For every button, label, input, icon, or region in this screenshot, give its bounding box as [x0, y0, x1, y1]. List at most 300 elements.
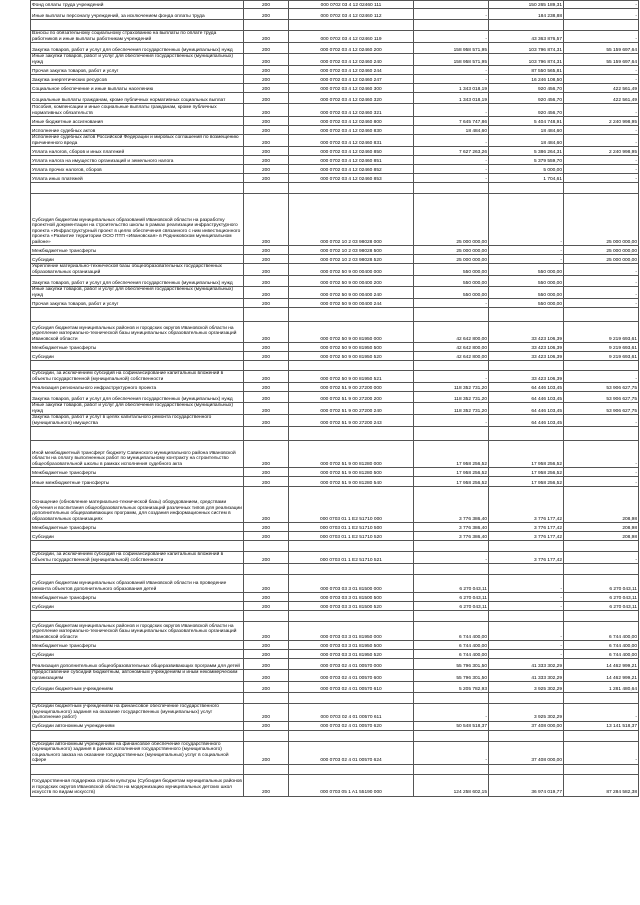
row-executed-cell: 33 423 106,39 [489, 371, 564, 383]
row-code-cell: 200 [244, 165, 289, 174]
row-classification-cell: 000 0702 51 9 00 81280 000 [289, 441, 414, 468]
row-code-cell: 200 [244, 468, 289, 477]
row-code-cell [244, 427, 289, 441]
row-classification-cell: 000 0702 03 4 12 02460 244 [289, 66, 414, 75]
row-name-cell: Уплата прочих налогов, сборов [31, 165, 244, 174]
table-row [31, 403, 639, 415]
row-name-cell: Иные бюджетные ассигнования [31, 117, 244, 126]
row-name-cell: Пособия, компенсации и иные социальные выплаты гражданам, кроме публичных нормативных обязательств [31, 104, 244, 117]
table-row [31, 343, 639, 352]
row-classification-cell: 000 0702 10 2 03 98028 500 [289, 246, 414, 255]
row-remainder-cell: - [564, 299, 639, 308]
table-row [31, 165, 639, 174]
row-remainder-cell [564, 564, 639, 575]
row-classification-cell: 000 0703 03 3 01 81950 000 [289, 622, 414, 641]
row-remainder-cell: - [564, 126, 639, 135]
row-executed-cell: 3 776 177,42 [489, 552, 564, 564]
row-executed-cell: 36 974 019,77 [489, 774, 564, 796]
row-code-cell: 200 [244, 670, 289, 682]
row-name-cell [31, 20, 244, 31]
table-row [31, 126, 639, 135]
row-remainder-cell: 6 270 043,11 [564, 602, 639, 611]
row-remainder-cell: - [564, 174, 639, 183]
table-row [31, 552, 639, 564]
row-code-cell: 200 [244, 117, 289, 126]
row-plan-cell: 55 796 301,50 [414, 670, 489, 682]
table-row [31, 135, 639, 147]
row-classification-cell: 000 0702 03 4 12 02460 800 [289, 117, 414, 126]
row-code-cell: 200 [244, 477, 289, 487]
row-executed-cell: 64 446 103,45 [489, 403, 564, 415]
row-remainder-cell: - [564, 66, 639, 75]
table-row [31, 611, 639, 622]
row-name-cell [31, 564, 244, 575]
row-remainder-cell: - [564, 156, 639, 165]
row-code-cell: 200 [244, 66, 289, 75]
table-row [31, 1, 639, 9]
table-row [31, 682, 639, 693]
row-name-cell: Государственная поддержка отрасли культуры (Субсидия бюджетам муниципальных районов и городских округов Ивановской области на модернизацию муниципальных детских школ искусств по видам искусств) [31, 774, 244, 796]
row-code-cell: 200 [244, 602, 289, 611]
row-classification-cell: 000 0703 01 1 E2 51710 520 [289, 532, 414, 541]
row-executed-cell: 17 958 256,52 [489, 441, 564, 468]
row-remainder-cell [564, 764, 639, 774]
row-executed-cell: 5 404 748,91 [489, 117, 564, 126]
row-name-cell: Реализация дополнительных общеобразовательных общеразвивающих программ для детей [31, 659, 244, 670]
row-plan-cell [414, 1, 489, 9]
table-row [31, 730, 639, 741]
row-code-cell: 200 [244, 552, 289, 564]
row-remainder-cell: - [564, 468, 639, 477]
row-code-cell: 200 [244, 774, 289, 796]
table-row [31, 84, 639, 93]
row-classification-cell: 000 0703 05 1 A1 55190 000 [289, 774, 414, 796]
row-classification-cell: 000 0703 01 1 E2 51710 000 [289, 487, 414, 523]
row-remainder-cell [564, 20, 639, 31]
row-executed-cell: 920 456,70 [489, 104, 564, 117]
table-row [31, 104, 639, 117]
row-classification-cell: 000 0702 51 9 00 27200 000 [289, 383, 414, 392]
row-executed-cell: - [489, 650, 564, 659]
row-code-cell: 200 [244, 441, 289, 468]
row-code-cell [244, 564, 289, 575]
row-plan-cell [414, 611, 489, 622]
row-remainder-cell: 55 159 697,64 [564, 54, 639, 66]
row-plan-cell [414, 183, 489, 194]
row-remainder-cell: - [564, 477, 639, 487]
row-classification-cell: 000 0702 50 9 00 81950 520 [289, 352, 414, 361]
row-plan-cell: 7 645 747,86 [414, 117, 489, 126]
row-remainder-cell: 422 561,49 [564, 84, 639, 93]
row-plan-cell: - [414, 135, 489, 147]
row-plan-cell [414, 730, 489, 741]
row-classification-cell: 000 0703 03 3 01 81500 000 [289, 575, 414, 593]
row-executed-cell [489, 564, 564, 575]
row-name-cell [31, 764, 244, 774]
row-executed-cell: - [489, 622, 564, 641]
table-row [31, 117, 639, 126]
row-plan-cell: 50 548 518,37 [414, 721, 489, 730]
row-remainder-cell: 53 906 627,75 [564, 392, 639, 403]
row-executed-cell: 37 408 000,00 [489, 741, 564, 764]
row-plan-cell [414, 308, 489, 322]
row-remainder-cell: 14 462 999,21 [564, 670, 639, 682]
row-plan-cell: - [414, 104, 489, 117]
row-code-cell [244, 20, 289, 31]
row-plan-cell [414, 541, 489, 552]
table-row [31, 20, 639, 31]
row-remainder-cell: 422 561,49 [564, 93, 639, 104]
row-executed-cell: 41 333 302,29 [489, 670, 564, 682]
table-body [31, 1, 639, 797]
table-row [31, 415, 639, 427]
row-remainder-cell: 53 906 627,75 [564, 403, 639, 415]
row-classification-cell: 000 0702 03 4 12 02460 111 [289, 1, 414, 9]
row-name-cell: Взносы по обязательному социальному страхованию на выплаты по оплате труда работников и иные выплаты работникам учреждений [31, 31, 244, 43]
row-plan-cell: 5 205 782,93 [414, 682, 489, 693]
row-plan-cell: 1 343 018,19 [414, 93, 489, 104]
budget-execution-table [30, 0, 639, 797]
row-code-cell: 200 [244, 54, 289, 66]
row-code-cell: 200 [244, 721, 289, 730]
table-row [31, 9, 639, 20]
row-code-cell [244, 730, 289, 741]
row-remainder-cell: - [564, 276, 639, 287]
row-name-cell: Оснащение (обновление материально-технической базы) оборудованием, средствами обучения и воспитания общеобразовательных организаций различных типов для реализации дополнительных общеразвивающих программ, для создания информационных систем в образовательных организациях [31, 487, 244, 523]
row-executed-cell: - [489, 593, 564, 602]
row-code-cell: 200 [244, 135, 289, 147]
row-plan-cell: - [414, 174, 489, 183]
row-classification-cell: 000 0702 03 4 12 02460 300 [289, 84, 414, 93]
row-plan-cell: 6 270 043,11 [414, 593, 489, 602]
row-executed-cell: 37 408 000,00 [489, 721, 564, 730]
row-code-cell: 200 [244, 371, 289, 383]
row-executed-cell: 43 363 876,57 [489, 31, 564, 43]
row-remainder-cell: - [564, 371, 639, 383]
row-plan-cell: 118 352 731,20 [414, 383, 489, 392]
row-plan-cell: - [414, 156, 489, 165]
table-row [31, 383, 639, 392]
row-plan-cell: 25 000 000,00 [414, 194, 489, 246]
row-name-cell: Межбюджетные трансферты [31, 641, 244, 650]
row-remainder-cell: - [564, 135, 639, 147]
row-classification-cell: 000 0702 50 9 00 81950 500 [289, 343, 414, 352]
row-plan-cell: 42 642 800,00 [414, 352, 489, 361]
table-row [31, 764, 639, 774]
table-row [31, 670, 639, 682]
row-code-cell: 200 [244, 704, 289, 722]
table-row [31, 194, 639, 246]
row-classification-cell [289, 361, 414, 371]
row-classification-cell: 000 0703 03 3 01 81950 500 [289, 641, 414, 650]
row-plan-cell: 17 958 256,52 [414, 477, 489, 487]
row-plan-cell: 1 343 018,19 [414, 84, 489, 93]
row-name-cell: Субсидии [31, 650, 244, 659]
row-classification-cell: 000 0702 50 9 00 81950 521 [289, 371, 414, 383]
row-classification-cell: 000 0702 03 4 12 02460 830 [289, 126, 414, 135]
table-row [31, 255, 639, 264]
row-classification-cell: 000 0703 02 4 01 00570 000 [289, 659, 414, 670]
row-remainder-cell: 6 744 400,00 [564, 641, 639, 650]
row-code-cell: 200 [244, 1, 289, 9]
row-plan-cell: 6 744 400,00 [414, 641, 489, 650]
row-code-cell: 200 [244, 174, 289, 183]
row-plan-cell: 25 000 000,00 [414, 246, 489, 255]
table-row [31, 593, 639, 602]
row-plan-cell: - [414, 371, 489, 383]
row-remainder-cell: - [564, 264, 639, 276]
row-plan-cell: 17 958 256,52 [414, 468, 489, 477]
row-executed-cell: 550 000,00 [489, 299, 564, 308]
table-row [31, 532, 639, 541]
row-code-cell: 200 [244, 403, 289, 415]
row-name-cell [31, 361, 244, 371]
row-executed-cell: 33 423 106,39 [489, 352, 564, 361]
row-executed-cell: 5 386 264,31 [489, 147, 564, 156]
table-row [31, 650, 639, 659]
row-classification-cell: 000 0702 03 4 12 02460 240 [289, 54, 414, 66]
row-name-cell: Закупка товаров, работ и услуг в целях капитального ремонта государственного (муниципального) имущества [31, 415, 244, 427]
row-plan-cell [414, 20, 489, 31]
row-classification-cell: 000 0702 10 2 03 98028 520 [289, 255, 414, 264]
row-name-cell: Субсидии, за исключением субсидий на софинансирование капитальных вложений в объекты государственной (муниципальной) собственности [31, 371, 244, 383]
row-remainder-cell [564, 183, 639, 194]
table-row [31, 361, 639, 371]
table-row [31, 264, 639, 276]
row-name-cell: Закупка товаров, работ и услуг для обеспечения государственных (муниципальных) нужд [31, 276, 244, 287]
row-remainder-cell: 14 462 999,21 [564, 659, 639, 670]
table-row [31, 54, 639, 66]
row-executed-cell: 16 246 108,50 [489, 75, 564, 84]
row-remainder-cell: - [564, 441, 639, 468]
row-plan-cell: 3 776 386,40 [414, 523, 489, 532]
row-remainder-cell: - [564, 704, 639, 722]
row-remainder-cell: - [564, 415, 639, 427]
table-row [31, 523, 639, 532]
table-row [31, 371, 639, 383]
row-code-cell: 200 [244, 264, 289, 276]
table-row [31, 246, 639, 255]
table-row [31, 287, 639, 299]
row-code-cell: 200 [244, 255, 289, 264]
row-classification-cell: 000 0702 50 9 00 00400 244 [289, 299, 414, 308]
row-name-cell [31, 308, 244, 322]
row-classification-cell: 000 0702 10 2 03 98028 000 [289, 194, 414, 246]
row-plan-cell: 42 642 800,00 [414, 343, 489, 352]
row-plan-cell: - [414, 31, 489, 43]
row-remainder-cell: - [564, 104, 639, 117]
row-code-cell: 200 [244, 383, 289, 392]
row-executed-cell: 920 456,70 [489, 93, 564, 104]
row-name-cell: Укрепление материально-технической базы общеобразовательных государственных образовательных организаций [31, 264, 244, 276]
row-classification-cell: 000 0702 03 4 12 02460 831 [289, 135, 414, 147]
table-row [31, 774, 639, 796]
table-row [31, 477, 639, 487]
table-row [31, 183, 639, 194]
row-remainder-cell [564, 361, 639, 371]
row-plan-cell: 118 352 731,20 [414, 392, 489, 403]
row-remainder-cell [564, 730, 639, 741]
row-plan-cell: - [414, 552, 489, 564]
row-remainder-cell: - [564, 31, 639, 43]
row-classification-cell: 000 0702 51 9 00 27200 240 [289, 403, 414, 415]
table-row [31, 659, 639, 670]
row-executed-cell: 17 958 256,52 [489, 468, 564, 477]
row-classification-cell [289, 308, 414, 322]
row-executed-cell: 64 446 103,45 [489, 392, 564, 403]
row-classification-cell: 000 0703 02 4 01 00570 611 [289, 704, 414, 722]
row-name-cell: Субсидии [31, 352, 244, 361]
table-row [31, 575, 639, 593]
row-name-cell: Субсидия бюджетам муниципальных образований Ивановской области на проведение ремонта объектов дополнительного образования детей [31, 575, 244, 593]
row-code-cell [244, 541, 289, 552]
row-code-cell: 200 [244, 352, 289, 361]
row-name-cell [31, 541, 244, 552]
row-remainder-cell: 55 159 697,64 [564, 43, 639, 54]
row-remainder-cell: 2 240 998,95 [564, 117, 639, 126]
row-executed-cell: 64 446 103,45 [489, 415, 564, 427]
table-row [31, 299, 639, 308]
table-row [31, 352, 639, 361]
row-executed-cell [489, 308, 564, 322]
row-plan-cell [414, 764, 489, 774]
table-row [31, 322, 639, 343]
table-row [31, 487, 639, 523]
row-name-cell: Уплата налога на имущество организаций и земельного налога [31, 156, 244, 165]
row-code-cell: 200 [244, 147, 289, 156]
row-remainder-cell: 25 000 000,00 [564, 255, 639, 264]
row-executed-cell: 3 776 177,42 [489, 487, 564, 523]
table-row [31, 75, 639, 84]
table-row [31, 704, 639, 722]
row-classification-cell: 000 0702 03 4 12 02460 321 [289, 104, 414, 117]
row-remainder-cell: - [564, 741, 639, 764]
row-executed-cell [489, 693, 564, 704]
row-classification-cell: 000 0703 03 3 01 81500 500 [289, 593, 414, 602]
row-code-cell: 200 [244, 641, 289, 650]
row-code-cell: 200 [244, 246, 289, 255]
row-classification-cell: 000 0702 03 4 12 02460 112 [289, 9, 414, 20]
row-name-cell: Субсидия бюджетам муниципальных районов и городских округов Ивановской области на укрепление материально-технической базы муниципальных образовательных организаций Ивановской области [31, 322, 244, 343]
row-remainder-cell: 13 141 518,37 [564, 721, 639, 730]
table-row [31, 276, 639, 287]
row-executed-cell: 87 550 565,81 [489, 66, 564, 75]
row-name-cell: Межбюджетные трансферты [31, 246, 244, 255]
row-classification-cell: 000 0703 02 4 01 00570 624 [289, 741, 414, 764]
row-code-cell: 200 [244, 126, 289, 135]
row-classification-cell: 000 0703 01 1 E2 51710 521 [289, 552, 414, 564]
row-name-cell: Межбюджетные трансферты [31, 593, 244, 602]
row-plan-cell: 18 484,60 [414, 126, 489, 135]
row-executed-cell: 5 000,00 [489, 165, 564, 174]
row-plan-cell [414, 693, 489, 704]
row-executed-cell [489, 20, 564, 31]
row-remainder-cell: - [564, 1, 639, 9]
row-classification-cell [289, 183, 414, 194]
table-row [31, 641, 639, 650]
row-name-cell: Закупка товаров, работ и услуг для обеспечения государственных (муниципальных) нужд [31, 392, 244, 403]
row-remainder-cell: 9 219 693,61 [564, 343, 639, 352]
row-code-cell [244, 308, 289, 322]
row-classification-cell: 000 0702 50 9 00 00400 240 [289, 287, 414, 299]
row-classification-cell: 000 0703 02 4 01 00570 600 [289, 670, 414, 682]
row-executed-cell: 150 265 189,31 [489, 1, 564, 9]
row-classification-cell [289, 564, 414, 575]
row-code-cell: 200 [244, 156, 289, 165]
row-name-cell: Иные закупки товаров, работ и услуг для обеспечения государственных (муниципальных) нужд [31, 403, 244, 415]
row-executed-cell: 3 925 302,29 [489, 682, 564, 693]
row-executed-cell: - [489, 255, 564, 264]
table-row [31, 693, 639, 704]
row-remainder-cell [564, 693, 639, 704]
row-plan-cell: 7 627 263,26 [414, 147, 489, 156]
row-name-cell: Уплата иных платежей [31, 174, 244, 183]
row-plan-cell: 6 744 400,00 [414, 650, 489, 659]
row-code-cell: 200 [244, 523, 289, 532]
row-classification-cell: 000 0703 03 3 01 81950 520 [289, 650, 414, 659]
row-plan-cell: - [414, 415, 489, 427]
row-name-cell: Фонд оплаты труда учреждений [31, 1, 244, 9]
row-code-cell [244, 361, 289, 371]
row-remainder-cell: 6 270 043,11 [564, 593, 639, 602]
row-classification-cell: 000 0702 03 4 12 02460 850 [289, 147, 414, 156]
row-name-cell: Межбюджетные трансферты [31, 343, 244, 352]
row-name-cell [31, 693, 244, 704]
table-row [31, 441, 639, 468]
row-plan-cell: - [414, 66, 489, 75]
row-code-cell [244, 693, 289, 704]
row-name-cell: Субсидия бюджетам муниципальных районов и городских округов Ивановской области на укрепление материально-технической базы муниципальных образовательных организаций Ивановской области [31, 622, 244, 641]
row-code-cell: 200 [244, 322, 289, 343]
row-executed-cell [489, 427, 564, 441]
row-name-cell: Исполнение судебных актов [31, 126, 244, 135]
row-classification-cell: 000 0703 02 4 01 00570 610 [289, 682, 414, 693]
row-executed-cell: 18 484,60 [489, 135, 564, 147]
table-row [31, 564, 639, 575]
row-name-cell [31, 611, 244, 622]
row-name-cell: Субсидии [31, 255, 244, 264]
row-executed-cell: 103 796 874,31 [489, 54, 564, 66]
row-remainder-cell: 6 744 400,00 [564, 622, 639, 641]
row-name-cell: Иные межбюджетные трансферты [31, 477, 244, 487]
row-executed-cell: 103 796 874,31 [489, 43, 564, 54]
row-classification-cell: 000 0702 50 9 00 81950 000 [289, 322, 414, 343]
row-name-cell: Социальные выплаты гражданам, кроме публичных нормативных социальных выплат [31, 93, 244, 104]
row-code-cell: 200 [244, 343, 289, 352]
row-remainder-cell: 208,98 [564, 532, 639, 541]
row-executed-cell: - [489, 602, 564, 611]
row-classification-cell: 000 0703 02 4 01 00570 620 [289, 721, 414, 730]
row-plan-cell: 550 000,00 [414, 276, 489, 287]
row-name-cell: Субсидии бюджетным учреждениям на финансовое обеспечение государственного (муниципального) задания на оказание государственных (муниципальных) услуг (выполнение работ) [31, 704, 244, 722]
row-executed-cell: 33 423 106,39 [489, 343, 564, 352]
row-name-cell: Прочая закупка товаров, работ и услуг [31, 299, 244, 308]
report-page [30, 0, 638, 797]
table-row [31, 741, 639, 764]
row-remainder-cell: 9 219 693,61 [564, 322, 639, 343]
row-executed-cell: 184 238,88 [489, 9, 564, 20]
row-remainder-cell: 53 906 627,75 [564, 383, 639, 392]
row-remainder-cell: - [564, 552, 639, 564]
row-plan-cell: 17 958 256,52 [414, 441, 489, 468]
row-remainder-cell [564, 427, 639, 441]
row-name-cell: Исполнение судебных актов Российской Федерации и мировых соглашений по возмещению причиненного вреда [31, 135, 244, 147]
row-name-cell: Субсидии автономным учреждениям [31, 721, 244, 730]
row-classification-cell: 000 0702 03 4 12 02460 851 [289, 156, 414, 165]
row-code-cell: 200 [244, 741, 289, 764]
row-classification-cell: 000 0702 03 4 12 02460 200 [289, 43, 414, 54]
row-remainder-cell: 6 270 043,11 [564, 575, 639, 593]
